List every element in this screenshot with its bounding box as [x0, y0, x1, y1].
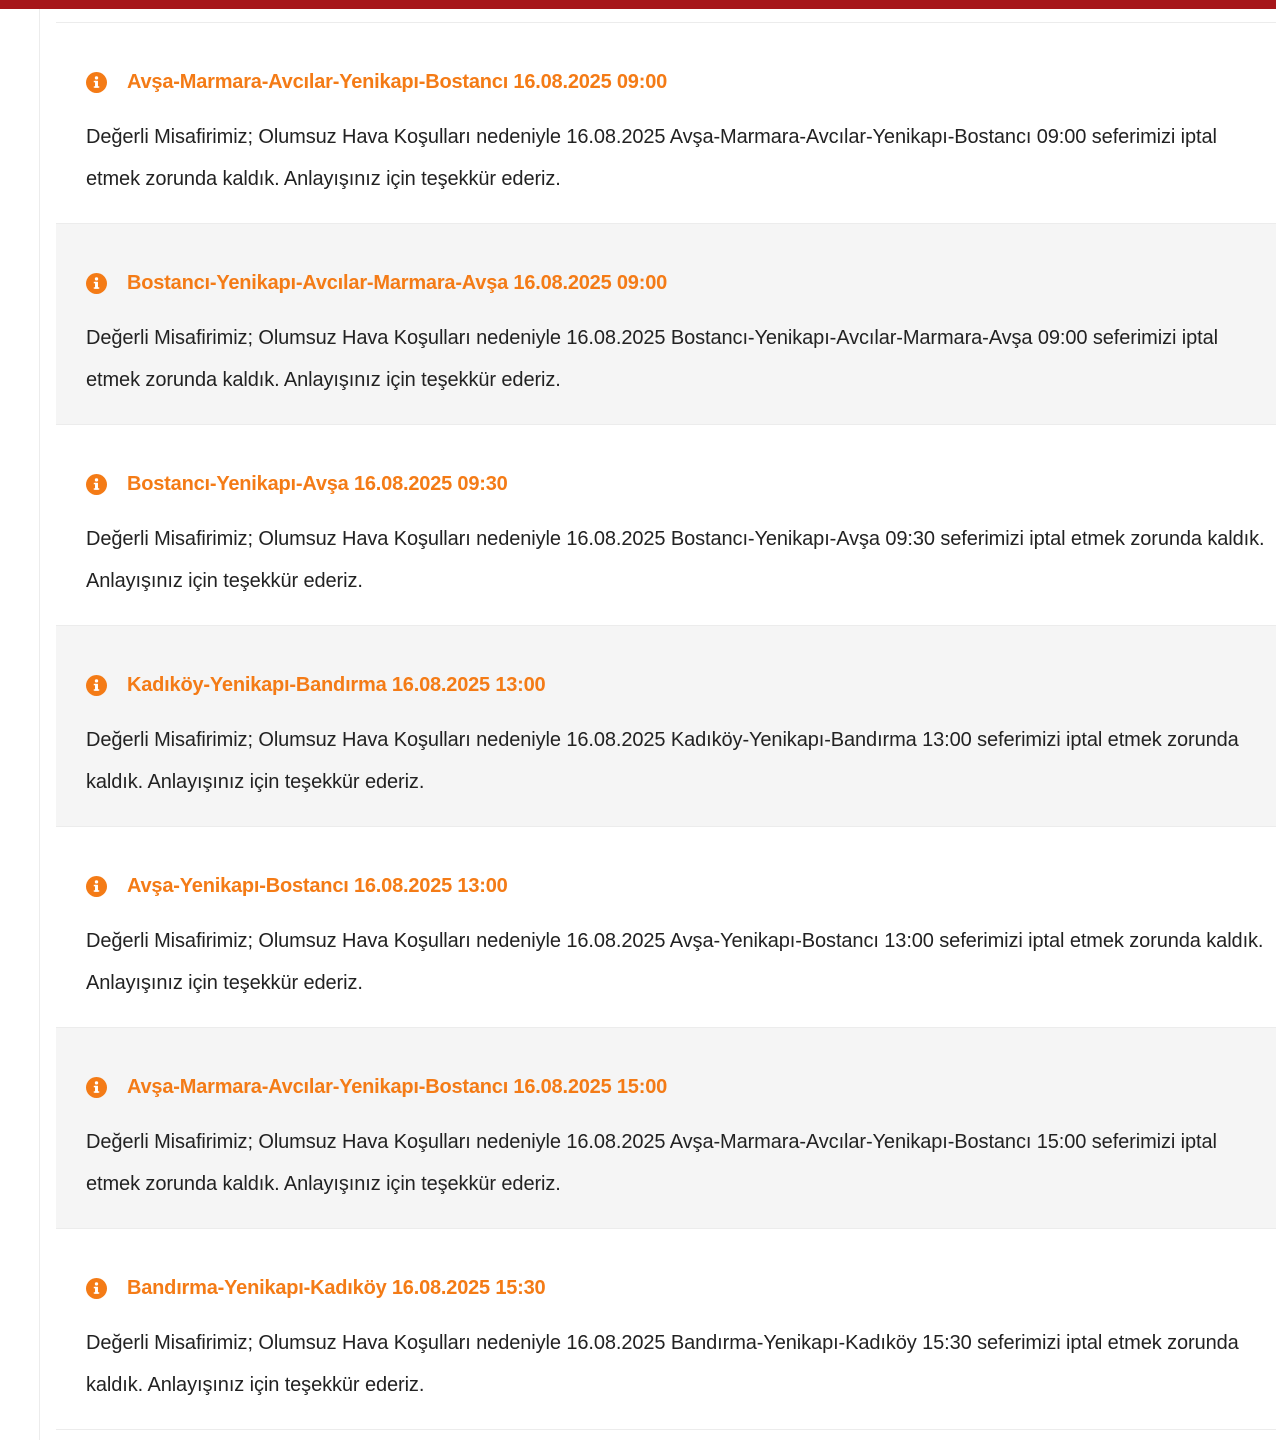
info-icon [86, 1278, 107, 1299]
notice-item [56, 1028, 1276, 1229]
notice-body: Değerli Misafirimiz; Olumsuz Hava Koşulları nedeniyle 16.08.2025 Avşa-Marmara-Avcılar-Yenikapı-Bostancı 15:00 seferimizi iptal etmek zorunda kaldık. Anlayışınız için teşekkür ederiz. [86, 1131, 1217, 1195]
notice-item [56, 1229, 1276, 1430]
notice-header [86, 1073, 1276, 1101]
notice-item [56, 827, 1276, 1028]
notice-title: Bostancı-Yenikapı-Avşa 16.08.2025 09:30 [127, 472, 508, 495]
info-icon [86, 72, 107, 93]
notice-body: Değerli Misafirimiz; Olumsuz Hava Koşulları nedeniyle 16.08.2025 Bostancı-Yenikapı-Avşa 09:30 seferimizi iptal etmek zorunda kaldık. Anlayışınız için teşekkür ederiz. [86, 528, 1265, 592]
info-icon [86, 1077, 107, 1098]
notice-item [56, 23, 1276, 224]
notice-body: Değerli Misafirimiz; Olumsuz Hava Koşulları nedeniyle 16.08.2025 Kadıköy-Yenikapı-Bandırma 13:00 seferimizi iptal etmek zorunda kaldık. Anlayışınız için teşekkür ederiz. [86, 729, 1239, 793]
notice-header [86, 68, 1276, 96]
info-icon [86, 474, 107, 495]
notice-header [86, 872, 1276, 900]
notice-body: Değerli Misafirimiz; Olumsuz Hava Koşulları nedeniyle 16.08.2025 Avşa-Marmara-Avcılar-Yenikapı-Bostancı 09:00 seferimizi iptal etmek zorunda kaldık. Anlayışınız için teşekkür ederiz. [86, 126, 1217, 190]
left-rail-divider [39, 9, 40, 1440]
notice-title: Bostancı-Yenikapı-Avcılar-Marmara-Avşa 16.08.2025 09:00 [127, 271, 668, 294]
notice-header [86, 269, 1276, 297]
info-icon [86, 876, 107, 897]
notice-title: Avşa-Marmara-Avcılar-Yenikapı-Bostancı 16.08.2025 09:00 [127, 70, 668, 93]
notice-title: Avşa-Yenikapı-Bostancı 16.08.2025 13:00 [127, 874, 508, 897]
notice-header [86, 1274, 1276, 1302]
notice-list [56, 22, 1276, 1430]
notice-header [86, 470, 1276, 498]
notice-header [86, 671, 1276, 699]
info-icon [86, 675, 107, 696]
notice-item [56, 224, 1276, 425]
notice-title: Bandırma-Yenikapı-Kadıköy 16.08.2025 15:30 [127, 1276, 546, 1299]
notice-item [56, 626, 1276, 827]
notice-body: Değerli Misafirimiz; Olumsuz Hava Koşulları nedeniyle 16.08.2025 Avşa-Yenikapı-Bostancı 13:00 seferimizi iptal etmek zorunda kaldık. Anlayışınız için teşekkür ederiz. [86, 930, 1264, 994]
notice-body: Değerli Misafirimiz; Olumsuz Hava Koşulları nedeniyle 16.08.2025 Bostancı-Yenikapı-Avcılar-Marmara-Avşa 09:00 seferimizi iptal etmek zorunda kaldık. Anlayışınız için teşekkür ederiz. [86, 327, 1218, 391]
notice-body: Değerli Misafirimiz; Olumsuz Hava Koşulları nedeniyle 16.08.2025 Bandırma-Yenikapı-Kadıköy 15:30 seferimizi iptal etmek zorunda kaldık. Anlayışınız için teşekkür ederiz. [86, 1332, 1239, 1396]
notice-item [56, 425, 1276, 626]
header-bar [0, 0, 1276, 9]
notice-title: Avşa-Marmara-Avcılar-Yenikapı-Bostancı 16.08.2025 15:00 [127, 1075, 668, 1098]
info-icon [86, 273, 107, 294]
notice-title: Kadıköy-Yenikapı-Bandırma 16.08.2025 13:00 [127, 673, 546, 696]
